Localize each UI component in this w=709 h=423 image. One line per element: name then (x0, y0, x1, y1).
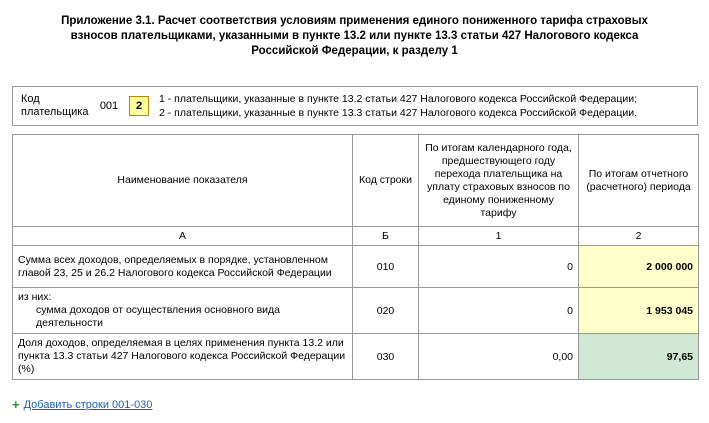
header-previous-year: По итогам календарного года, предшествующего году перехода плательщика на уплату страховых взносов по единому пониженному тарифу (419, 135, 579, 227)
appendix-form-page (0, 14, 709, 423)
row-prev-010[interactable]: 0 (419, 246, 579, 288)
payer-code-number: 001 (99, 100, 119, 112)
header-current-period: По итогам отчетного (расчетного) периода (579, 135, 699, 227)
add-rows-control[interactable] (12, 398, 152, 411)
letter-b: Б (353, 227, 419, 246)
payer-code-label: Код плательщика (21, 93, 89, 118)
row-prev-020[interactable]: 0 (419, 288, 579, 334)
row-name-020-detail: сумма доходов от осуществления основного вида деятельности (36, 304, 281, 329)
payer-code-input[interactable]: 2 (129, 96, 149, 116)
row-code-030: 030 (353, 334, 419, 380)
letter-1: 1 (419, 227, 579, 246)
table-header-row (13, 135, 699, 227)
header-row-code: Код строки (353, 135, 419, 227)
row-current-030[interactable]: 97,65 (579, 334, 699, 380)
calculation-table (12, 134, 699, 380)
row-prev-030[interactable]: 0,00 (419, 334, 579, 380)
row-name-020-lead: из них: (18, 291, 52, 303)
plus-icon: + (12, 397, 20, 412)
header-indicator-name: Наименование показателя (13, 135, 353, 227)
payer-option-1: 1 - плательщики, указанные в пункте 13.2 статьи 427 Налогового кодекса Российской Федерации; (159, 93, 638, 105)
row-name-020 (13, 288, 353, 334)
payer-code-options (159, 92, 637, 120)
letter-2: 2 (579, 227, 699, 246)
row-current-010[interactable]: 2 000 000 (579, 246, 699, 288)
letter-a: А (13, 227, 353, 246)
table-row (13, 288, 699, 334)
row-code-020: 020 (353, 288, 419, 334)
row-name-030: Доля доходов, определяемая в целях применения пункта 13.2 или пункта 13.3 статьи 427 Налогового кодекса Российской Федерации (%) (13, 334, 353, 380)
table-row (13, 246, 699, 288)
payer-option-2: 2 - плательщики, указанные в пункте 13.3 статьи 427 Налогового кодекса Российской Федерации. (159, 107, 638, 119)
row-current-020[interactable]: 1 953 045 (579, 288, 699, 334)
row-code-010: 010 (353, 246, 419, 288)
table-letter-row (13, 227, 699, 246)
table-row (13, 334, 699, 380)
page-title: Приложение 3.1. Расчет соответствия условиям применения единого пониженного тарифа страховых взносов плательщиками, указанными в пункте 13.2 или пункте 13.3 статьи 427 Налогового кодекса Российской Федерации, к разделу 1 (61, 15, 648, 57)
add-rows-link[interactable]: Добавить строки 001-030 (23, 398, 153, 411)
payer-code-block (12, 86, 698, 126)
row-name-010: Сумма всех доходов, определяемых в порядке, установленном главой 23, 25 и 26.2 Налогового кодекса Российской Федерации (13, 246, 353, 288)
